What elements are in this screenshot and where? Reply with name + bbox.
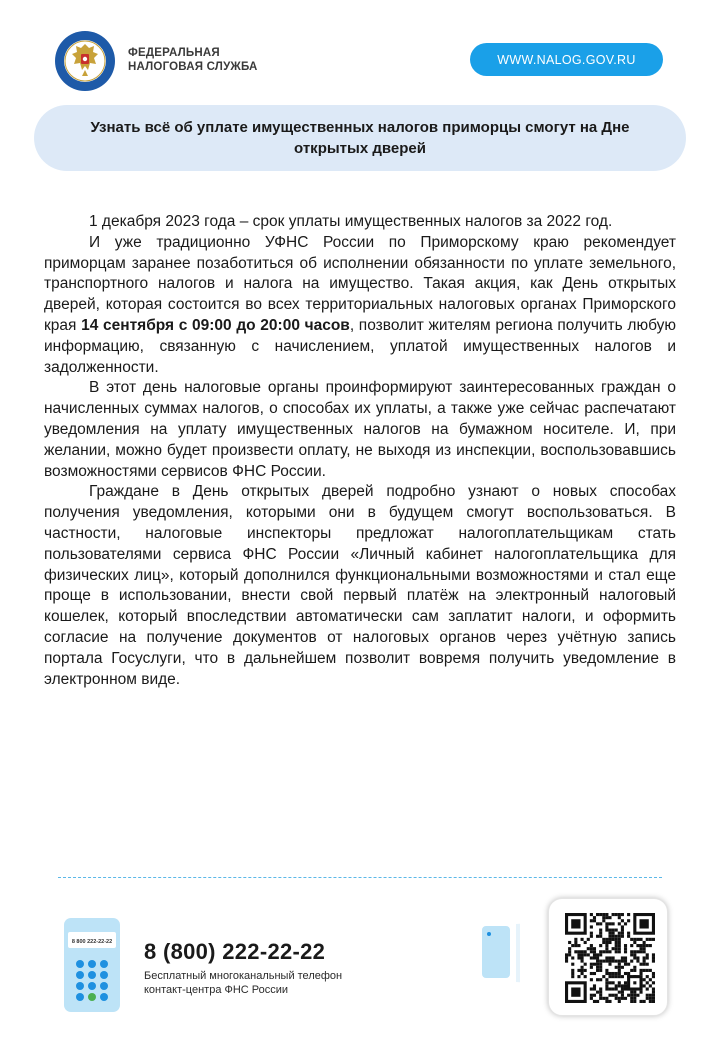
article-paragraph-2-end: , позволит жителям региона получить любую информацию, связанную с начислением, уплатой имущественных налогов и задолженности. <box>44 316 676 376</box>
footer-divider <box>58 877 662 878</box>
hotline-description-line2: контакт-центра ФНС России <box>144 984 289 996</box>
qr-section <box>480 896 672 1020</box>
qr-card[interactable] <box>548 898 668 1016</box>
article-paragraph-4: Граждане в День открытых дверей подробно узнают о новых способах получения уведомления, которыми они в будущем смогут воспользоваться. В частности, налоговые инспекторы предложат налогоплательщикам стать пользователями сервиса ФНС России «Личный кабинет налогоплательщика для физических лиц», который дополнился функциональными возможностями и стал еще проще в использовании, внести свой первый платёж на электронный налоговый кошелек, который впоследствии автоматически сам заплатит налоги, и оформить согласие на получение документов от налоговых органов через учётную запись портала Госуслуги, что в дальнейшем позволит вовремя получить уведомление в электронном виде. <box>44 483 676 688</box>
phone-keypad-icon <box>64 918 120 1012</box>
fns-emblem-icon <box>54 30 116 92</box>
article-paragraph-1: 1 декабря 2023 года – срок уплаты имущественных налогов за 2022 год. <box>89 213 613 230</box>
event-date-highlight: 14 сентября с 09:00 до 20:00 часов <box>81 316 350 334</box>
hotline-number[interactable]: 8 (800) 222-22-22 <box>144 939 326 964</box>
header <box>0 0 720 100</box>
phone-screen-text: 8 800 222-22-22 <box>71 939 113 945</box>
org-name-line2: НАЛОГОВАЯ СЛУЖБА <box>128 61 258 73</box>
qr-code-icon[interactable] <box>565 913 655 1003</box>
article-body <box>44 212 676 690</box>
site-link-button[interactable]: WWW.NALOG.GOV.RU <box>470 43 663 76</box>
title-banner <box>34 105 686 171</box>
article-paragraph-3: В этот день налоговые органы проинформируют заинтересованных граждан о начисленных суммах налогов, о способах их уплаты, а также уже сейчас распечатают уведомления на уплату имущественных налогов на бумажном носителе. И, при желании, можно будет произвести оплату, не выходя из инспекции, воспользовавшись возможностями сервисов ФНС России. <box>44 379 676 480</box>
hotline-description <box>144 969 342 997</box>
article-paragraph-2-start: И уже традиционно УФНС России по Приморскому краю рекомендует приморцам заранее позаботиться об исполнении обязанности по уплате земельного, транспортного налогов и налога на имущество. Такая акция, как День открытых дверей, которая состоится во всех территориальных налоговых органах Приморского края <box>44 233 676 334</box>
org-name <box>128 46 258 74</box>
phone-scan-icon <box>480 920 520 986</box>
org-name-line1: ФЕДЕРАЛЬНАЯ <box>128 47 220 59</box>
page-title: Узнать всё об уплате имущественных налогов приморцы смогут на Дне открытых дверей <box>90 119 630 157</box>
hotline-description-line1: Бесплатный многоканальный телефон <box>144 970 343 982</box>
article-paragraph-2 <box>44 233 676 379</box>
